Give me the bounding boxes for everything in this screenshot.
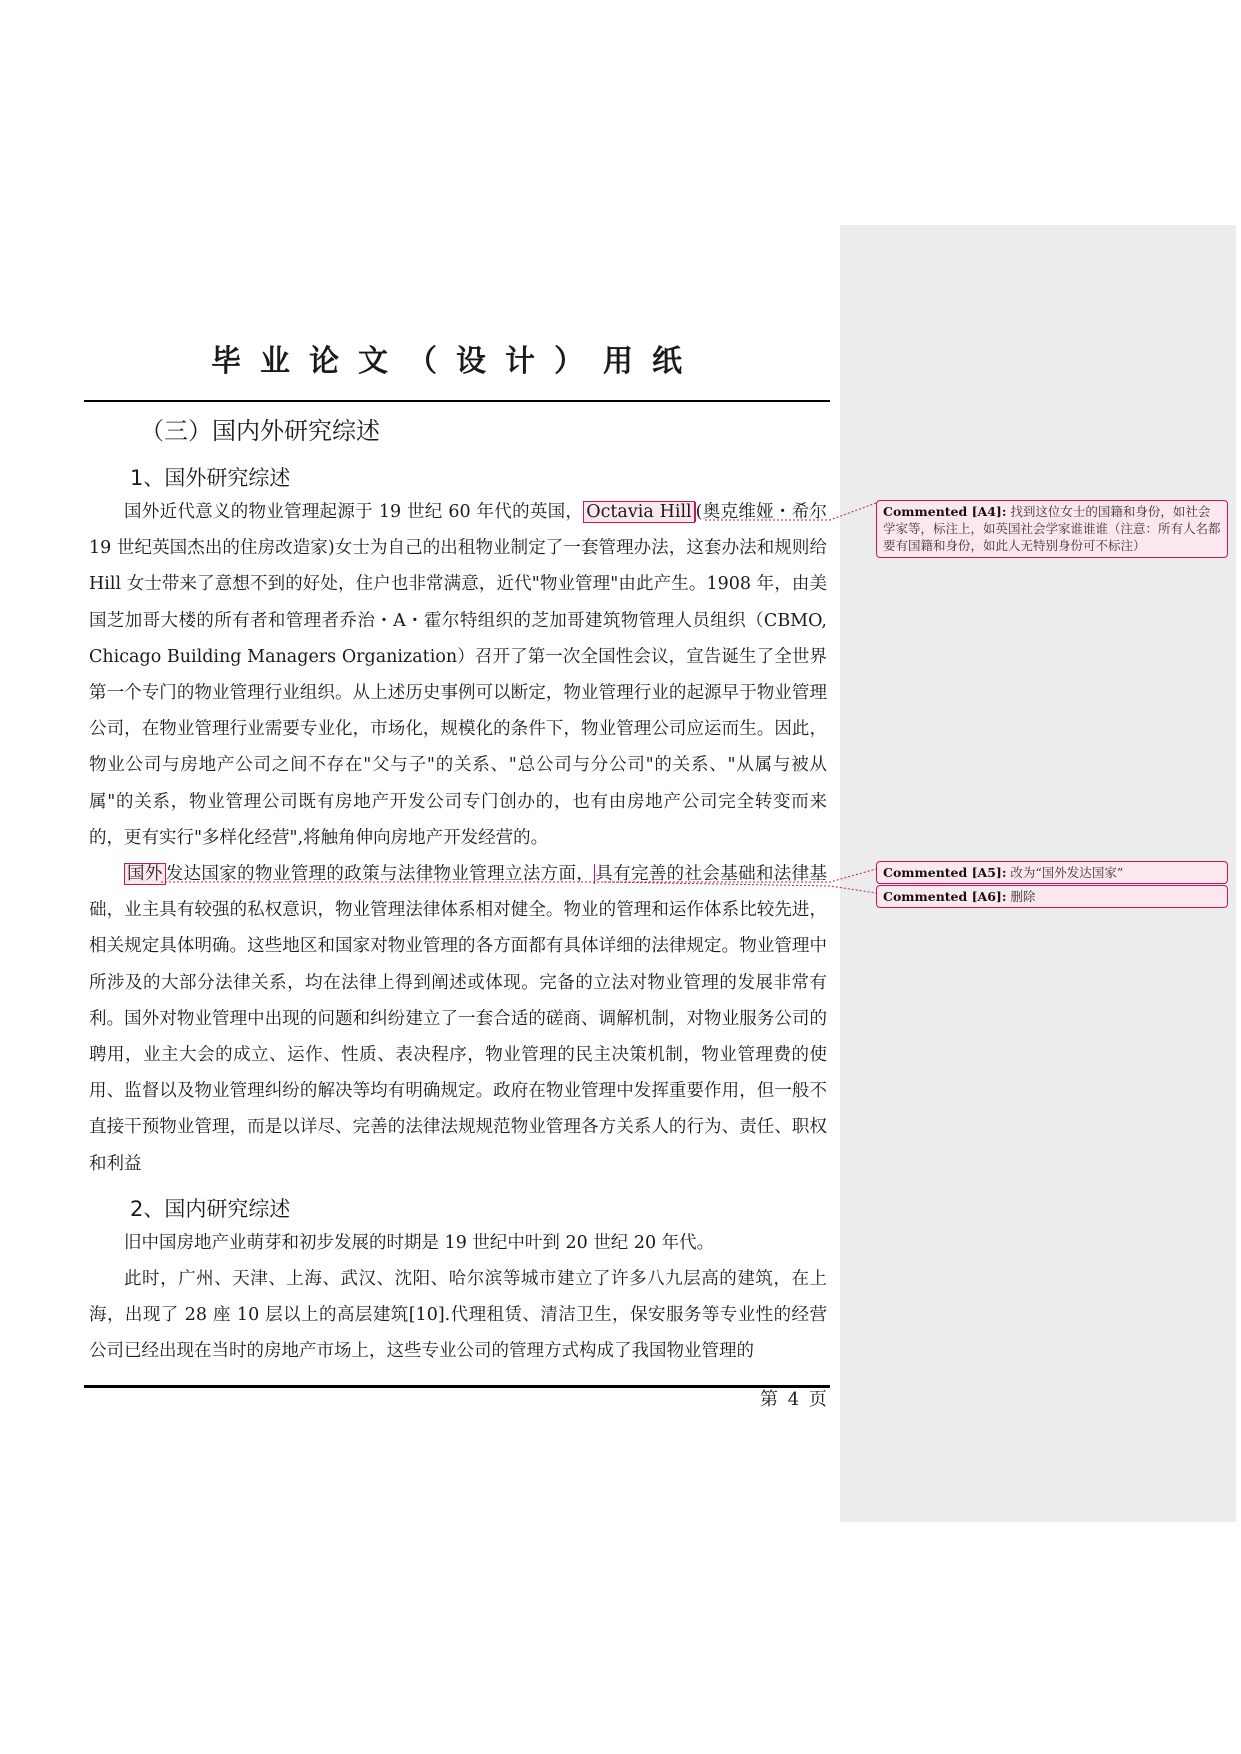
domestic-paragraph-1: 旧中国房地产业萌芽和初步发展的时期是 19 世纪中叶到 20 世纪 20 年代。 [124,1233,715,1253]
comment-a5-text: 改为“国外发达国家” [1010,865,1124,880]
foreign-paragraph-1 [89,494,827,856]
comment-a4-text: 找到这位女士的国籍和身份，如社会学家等，标注上，如英国社会学家谁谁谁（注意：所有人名都要有国籍和身份，如此人无特别身份可不标注） [883,504,1221,553]
page-number: 第 4 页 [760,1389,829,1410]
comment-anchor-a5[interactable]: 国外 [124,863,166,885]
comment-a4-label: Commented [A4]: [883,504,1007,519]
footer-rule [84,1385,830,1388]
comment-a6-text: 删除 [1010,889,1036,904]
comment-a5[interactable] [876,861,1228,884]
comment-anchor-a4[interactable]: Octavia Hill [583,501,694,523]
comment-anchor-a6[interactable]: 发达国家的物业管理的政策与法律物业管理立法方面， [165,864,595,884]
page-header-title: 毕业论文（设计）用纸 [211,344,701,379]
foreign-review-heading: 1、国外研究综述 [130,466,291,490]
section-heading: （三）国内外研究综述 [140,417,380,445]
comment-a4[interactable] [876,500,1228,558]
domestic-review-heading: 2、国内研究综述 [130,1197,291,1221]
comment-a5-label: Commented [A5]: [883,865,1007,880]
header-rule [84,400,830,402]
comment-a6[interactable] [876,885,1228,908]
foreign-p1-text-b: (奥克维娅・希尔 19 世纪英国杰出的住房改造家)女士为自己的出租物业制定了一套管理办法，这套办法和规则给 Hill 女士带来了意想不到的好处，住户也非常满意，近代"物业管理"由此产生。1908 年，由美国芝加哥大楼的所有者和管理者乔治・A・霍尔特组织的芝加哥建筑物管理人员组织（CBMO, Chicago Building Managers Organization）召开了第一次全国性会议，宣告诞生了全世界第一个专门的物业管理行业组织。从上述历史事例可以断定，物业管理行业的起源早于物业管理公司，在物业管理行业需要专业化，市场化，规模化的条件下，物业管理公司应运而生。因此，物业公司与房地产公司之间不存在"父与子"的关系、"总公司与分公司"的关系、"从属与被从属"的关系，物业管理公司既有房地产开发公司专门创办的，也有由房地产公司完全转变而来的，更有实行"多样化经营",将触角伸向房地产开发经营的。 [89,502,827,848]
comment-a6-label: Commented [A6]: [883,889,1007,904]
foreign-paragraph-2 [89,856,827,1182]
foreign-p1-text-a: 国外近代意义的物业管理起源于 19 世纪 60 年代的英国， [124,502,584,522]
foreign-p2-text: 具有完善的社会基础和法律基础，业主具有较强的私权意识，物业管理法律体系相对健全。物业的管理和运作体系比较先进，相关规定具体明确。这些地区和国家对物业管理的各方面都有具体详细的法律规定。物业管理中所涉及的大部分法律关系，均在法律上得到阐述或体现。完备的立法对物业管理的发展非常有利。国外对物业管理中出现的问题和纠纷建立了一套合适的磋商、调解机制，对物业服务公司的聘用，业主大会的成立、运作、性质、表决程序，物业管理的民主决策机制，物业管理费的使用、监督以及物业管理纠纷的解决等均有明确规定。政府在物业管理中发挥重要作用，但一般不直接干预物业管理，而是以详尽、完善的法律法规规范物业管理各方关系人的行为、责任、职权和利益 [89,864,828,1174]
domestic-paragraph-2: 此时，广州、天津、上海、武汉、沈阳、哈尔滨等城市建立了许多八九层高的建筑，在上海，出现了 28 座 10 层以上的高层建筑[10].代理租赁、清洁卫生，保安服务等专业性的经营公司已经出现在当时的房地产市场上，这些专业公司的管理方式构成了我国物业管理的 [89,1269,827,1362]
